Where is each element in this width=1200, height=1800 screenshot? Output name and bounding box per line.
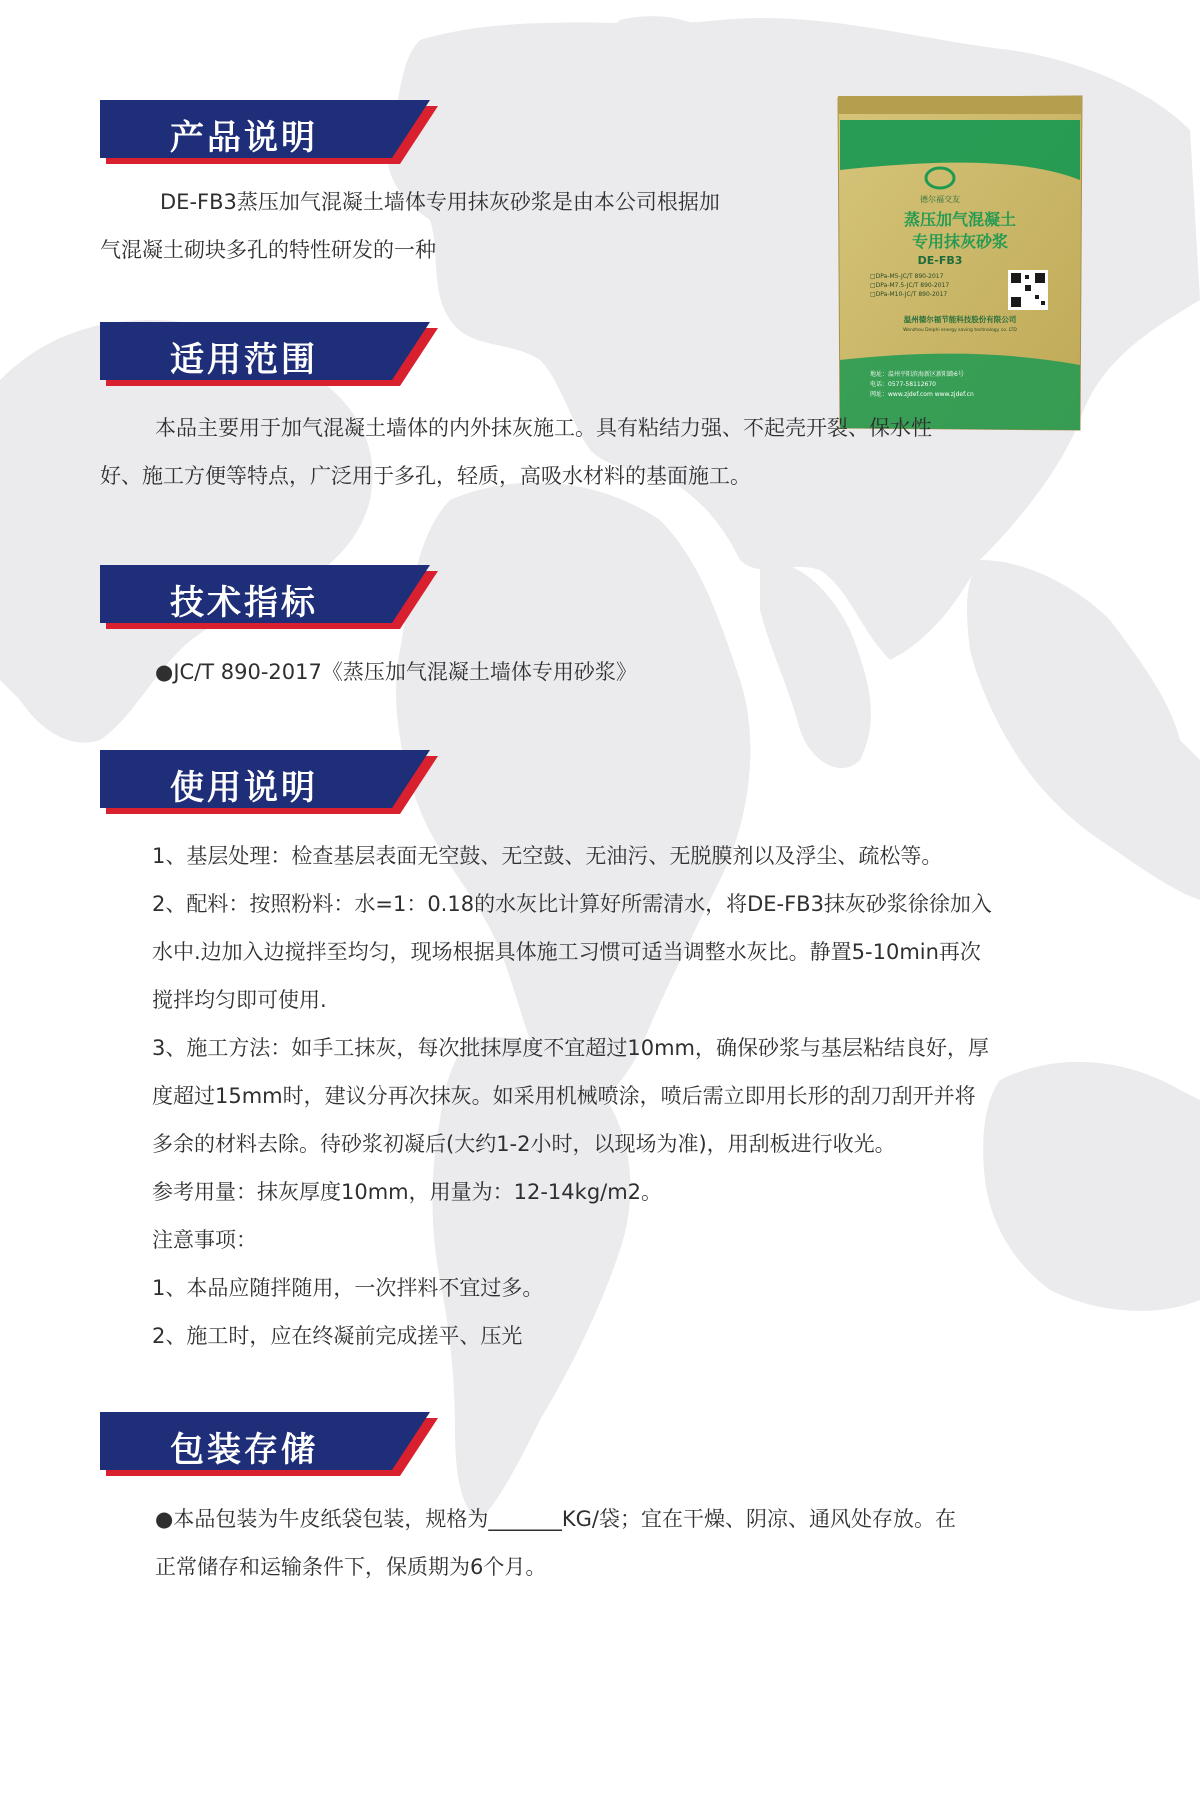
product-description bbox=[100, 178, 800, 274]
bag-model: DE-FB3 bbox=[917, 254, 963, 267]
bag-name-1: 蒸压加气混凝土 bbox=[903, 210, 1017, 229]
usage-description bbox=[152, 832, 1052, 1360]
usage-line-5: 3、施工方法：如手工抹灰，每次批抹厚度不宜超过10mm，确保砂浆与基层粘结良好，厚 bbox=[152, 1036, 989, 1060]
section-title-product: 产品说明 bbox=[170, 118, 318, 158]
section-header-tech bbox=[100, 565, 440, 635]
usage-line-10: 1、本品应随拌随用，一次拌料不宜过多。 bbox=[152, 1276, 544, 1300]
bag-phone: 电话：0577-58112670 bbox=[870, 381, 936, 388]
section-header-storage bbox=[100, 1412, 440, 1482]
bag-spec-3: □DPa-M10-JC/T 890-2017 bbox=[870, 291, 948, 298]
section-title-scope: 适用范围 bbox=[170, 340, 318, 380]
usage-line-11: 2、施工时，应在终凝前完成搓平、压光 bbox=[152, 1324, 523, 1348]
bag-brand: 德尔福交友 bbox=[920, 195, 960, 204]
usage-line-2: 2、配料：按照粉料：水=1：0.18的水灰比计算好所需清水，将DE-FB3抹灰砂浆徐徐加入 bbox=[152, 892, 992, 916]
bag-company-en: Wenzhou Delphi energy saving technology co. LTD bbox=[903, 328, 1017, 333]
tech-line-1: ●JC/T 890-2017《蒸压加气混凝土墙体专用砂浆》 bbox=[155, 660, 637, 684]
scope-description bbox=[100, 404, 1000, 500]
scope-line-1: 本品主要用于加气混凝土墙体的内外抹灰施工。具有粘结力强、不起壳开裂、保水性 bbox=[155, 416, 932, 440]
storage-line-1: ●本品包装为牛皮纸袋包装，规格为_______KG/袋；宜在干燥、阴凉、通风处存放。在 bbox=[155, 1507, 956, 1531]
usage-line-8: 参考用量：抹灰厚度10mm，用量为：12-14kg/m2。 bbox=[152, 1180, 663, 1204]
storage-line-2: 正常储存和运输条件下，保质期为6个月。 bbox=[155, 1555, 547, 1579]
scope-line-2: 好、施工方便等特点，广泛用于多孔，轻质，高吸水材料的基面施工。 bbox=[100, 464, 751, 488]
section-title-usage: 使用说明 bbox=[170, 768, 318, 808]
section-header-product bbox=[100, 100, 440, 170]
section-title-storage: 包装存储 bbox=[170, 1430, 318, 1470]
product-line-2: 气混凝土砌块多孔的特性研发的一种 bbox=[100, 238, 436, 262]
bag-address: 地址：温州平阳滨海新区新阳路6号 bbox=[870, 371, 964, 378]
bag-spec-1: □DPa-M5-JC/T 890-2017 bbox=[870, 273, 944, 280]
product-line-1: DE-FB3蒸压加气混凝土墙体专用抹灰砂浆是由本公司根据加 bbox=[160, 190, 720, 214]
bag-name-2: 专用抹灰砂浆 bbox=[911, 232, 1009, 251]
product-bag-image bbox=[830, 90, 1090, 435]
usage-line-1: 1、基层处理：检查基层表面无空鼓、无空鼓、无油污、无脱膜剂以及浮尘、疏松等。 bbox=[152, 844, 943, 868]
bag-spec-2: □DPa-M7.5-JC/T 890-2017 bbox=[870, 282, 950, 289]
storage-description bbox=[155, 1495, 1055, 1591]
qr-code-icon bbox=[1008, 270, 1048, 310]
usage-line-9: 注意事项： bbox=[152, 1228, 257, 1252]
section-title-tech: 技术指标 bbox=[170, 583, 318, 623]
section-header-scope bbox=[100, 322, 440, 392]
section-header-usage bbox=[100, 750, 440, 820]
bag-company: 温州德尔福节能科技股份有限公司 bbox=[903, 315, 1017, 324]
usage-line-7: 多余的材料去除。待砂浆初凝后(大约1-2小时，以现场为准)，用刮板进行收光。 bbox=[152, 1132, 896, 1156]
bag-web: 网址：www.zjdef.com www.zjdef.cn bbox=[870, 391, 974, 398]
usage-line-6: 度超过15mm时，建议分再次抹灰。如采用机械喷涂，喷后需立即用长形的刮刀刮开并将 bbox=[152, 1084, 976, 1108]
tech-description bbox=[155, 648, 955, 696]
usage-line-3: 水中.边加入边搅拌至均匀，现场根据具体施工习惯可适当调整水灰比。静置5-10min再次 bbox=[152, 940, 981, 964]
usage-line-4: 搅拌均匀即可使用. bbox=[152, 988, 327, 1012]
